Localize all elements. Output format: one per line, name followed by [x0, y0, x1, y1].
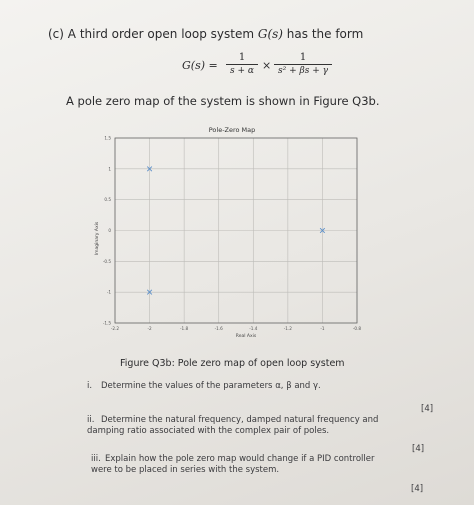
y-tick-label: -1	[106, 289, 111, 295]
part-iii-marks: [4]	[411, 484, 424, 494]
figure-caption: Figure Q3b: Pole zero map of open loop system	[120, 358, 345, 369]
question-label: (c)	[48, 27, 64, 41]
y-tick-label: -1.5	[102, 320, 111, 326]
chart-title: Pole-Zero Map	[208, 126, 256, 134]
x-tick-label: -1.4	[249, 326, 258, 331]
x-axis-label: Real Axis	[235, 334, 257, 339]
part-iii-number: iii.	[91, 454, 101, 464]
x-tick-label: -1	[320, 326, 325, 331]
x-tick-label: -0.8	[352, 326, 362, 331]
question-heading	[48, 27, 363, 41]
fraction-2-numerator: 1	[299, 52, 307, 63]
question-text-before: A third order open loop system	[67, 27, 255, 41]
part-i-text: Determine the values of the parameters α, β and γ.	[101, 381, 321, 391]
formula-lhs: G(s) =	[182, 59, 218, 72]
formula-times: ×	[262, 59, 272, 72]
fraction-1-denominator: s + α	[230, 66, 254, 76]
x-tick-label: -2	[147, 326, 152, 331]
question-symbol: G(s)	[257, 27, 283, 41]
y-tick-label: 1	[108, 166, 111, 172]
part-i	[87, 381, 387, 392]
part-ii	[87, 415, 399, 437]
intro-sentence: A pole zero map of the system is shown in Figure Q3b.	[66, 94, 380, 108]
part-i-number: i.	[87, 381, 93, 391]
x-tick-label: -1.8	[180, 326, 189, 331]
part-iii-text: Explain how the pole zero map would change if a PID controller were to be placed in series with the system.	[91, 454, 375, 475]
question-text-after: has the form	[286, 27, 364, 41]
formula-fraction-1	[226, 52, 258, 76]
part-i-marks: [4]	[421, 404, 434, 414]
part-ii-marks: [4]	[412, 444, 425, 454]
fraction-2-denominator: s² + βs + γ	[278, 66, 328, 76]
y-axis-label: Imaginary Axis	[95, 221, 100, 256]
y-tick-label: 0	[108, 228, 111, 233]
x-tick-label: -1.6	[214, 326, 223, 331]
part-ii-text: Determine the natural frequency, damped natural frequency and damping ratio associated with the complex pair of poles.	[87, 415, 379, 436]
y-tick-label: 1.5	[104, 135, 111, 141]
y-tick-label: 0.5	[104, 197, 111, 203]
x-tick-label: -1.2	[283, 326, 292, 331]
pole-zero-map	[85, 120, 360, 355]
y-tick-label: -0.5	[102, 258, 111, 264]
part-iii	[91, 454, 396, 476]
part-ii-number: ii.	[87, 415, 95, 425]
x-tick-label: -2.2	[110, 326, 120, 331]
fraction-1-numerator: 1	[238, 52, 246, 63]
formula-fraction-2	[274, 52, 332, 76]
